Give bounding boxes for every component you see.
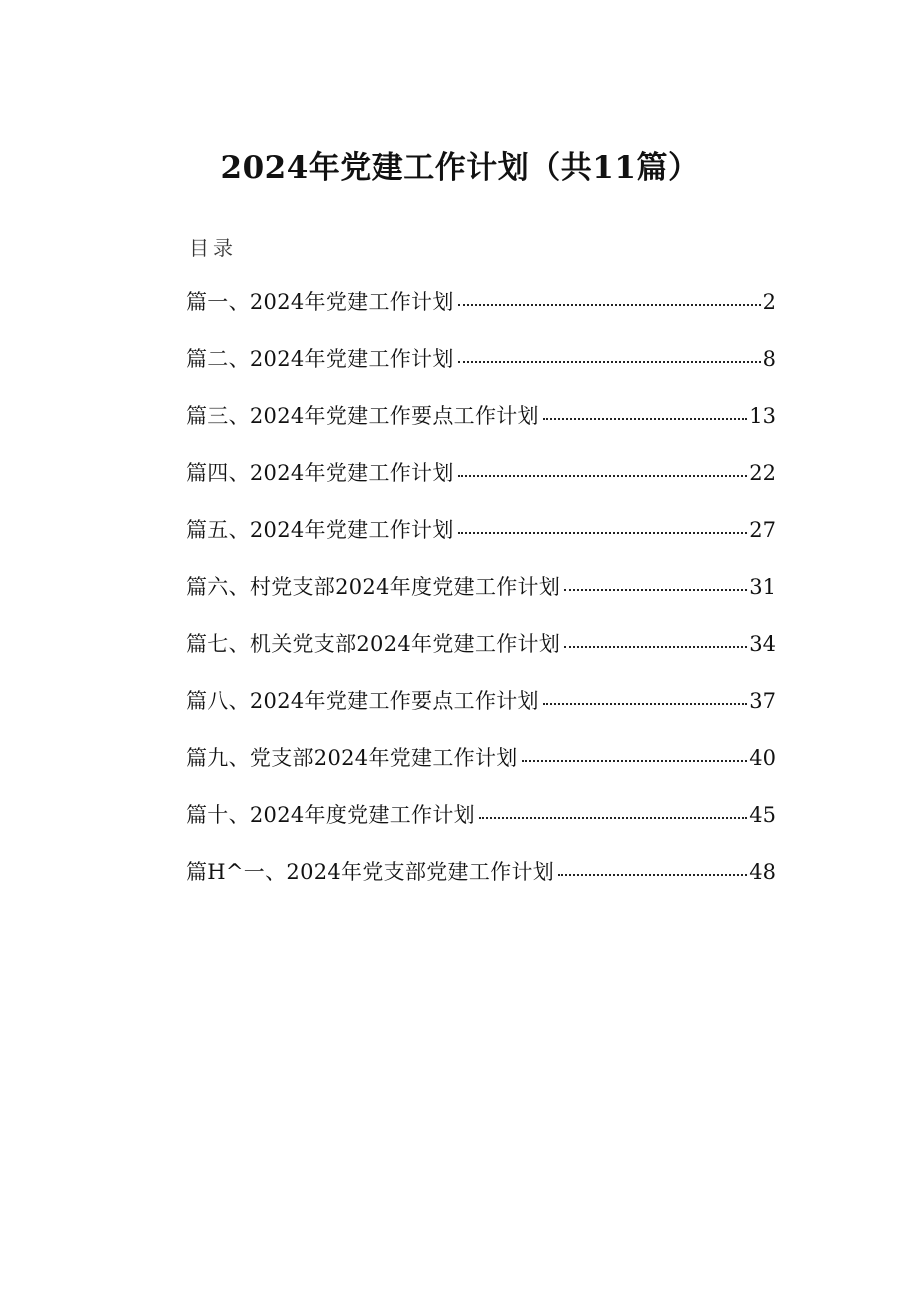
dot-leader (543, 399, 747, 423)
toc-entry-page-number: 27 (749, 518, 776, 542)
toc-entry-page-number: 8 (762, 347, 776, 371)
dot-leader (458, 513, 748, 537)
toc-entry[interactable] (186, 741, 776, 798)
dot-leader (479, 798, 747, 822)
toc-entry[interactable] (186, 513, 776, 570)
toc-entry-label: 篇H^一、2024年党支部党建工作计划 (186, 860, 555, 884)
toc-entry[interactable] (186, 456, 776, 513)
toc-entry[interactable] (186, 798, 776, 855)
toc-entry-page-number: 40 (749, 746, 776, 770)
table-of-contents (186, 285, 776, 912)
dot-leader (543, 684, 747, 708)
toc-entry-page-number: 31 (749, 575, 776, 599)
toc-entry-label: 篇二、2024年党建工作计划 (186, 347, 454, 371)
toc-entry-label: 篇五、2024年党建工作计划 (186, 518, 454, 542)
dot-leader (522, 741, 748, 765)
toc-entry[interactable] (186, 570, 776, 627)
toc-entry-label: 篇三、2024年党建工作要点工作计划 (186, 404, 539, 428)
document-title: 2024年党建工作计划（共11篇） (220, 150, 700, 186)
toc-entry[interactable] (186, 627, 776, 684)
toc-heading: 目录 (189, 236, 237, 260)
toc-entry-label: 篇四、2024年党建工作计划 (186, 461, 454, 485)
toc-entry[interactable] (186, 399, 776, 456)
toc-entry[interactable] (186, 684, 776, 741)
toc-entry[interactable] (186, 285, 776, 342)
toc-entry-page-number: 45 (749, 803, 776, 827)
dot-leader (458, 342, 761, 366)
toc-entry-label: 篇六、村党支部2024年度党建工作计划 (186, 575, 561, 599)
dot-leader (458, 456, 748, 480)
toc-entry[interactable] (186, 342, 776, 399)
toc-entry-label: 篇七、机关党支部2024年党建工作计划 (186, 632, 561, 656)
toc-entry-page-number: 37 (749, 689, 776, 713)
toc-entry-label: 篇八、2024年党建工作要点工作计划 (186, 689, 539, 713)
toc-entry[interactable] (186, 855, 776, 912)
dot-leader (564, 627, 747, 651)
dot-leader (458, 285, 761, 309)
toc-entry-page-number: 34 (749, 632, 776, 656)
dot-leader (558, 855, 747, 879)
toc-entry-label: 篇十、2024年度党建工作计划 (186, 803, 475, 827)
dot-leader (564, 570, 747, 594)
toc-entry-page-number: 2 (762, 290, 776, 314)
toc-entry-page-number: 22 (749, 461, 776, 485)
toc-entry-label: 篇一、2024年党建工作计划 (186, 290, 454, 314)
toc-entry-label: 篇九、党支部2024年党建工作计划 (186, 746, 518, 770)
toc-entry-page-number: 48 (749, 860, 776, 884)
toc-entry-page-number: 13 (749, 404, 776, 428)
